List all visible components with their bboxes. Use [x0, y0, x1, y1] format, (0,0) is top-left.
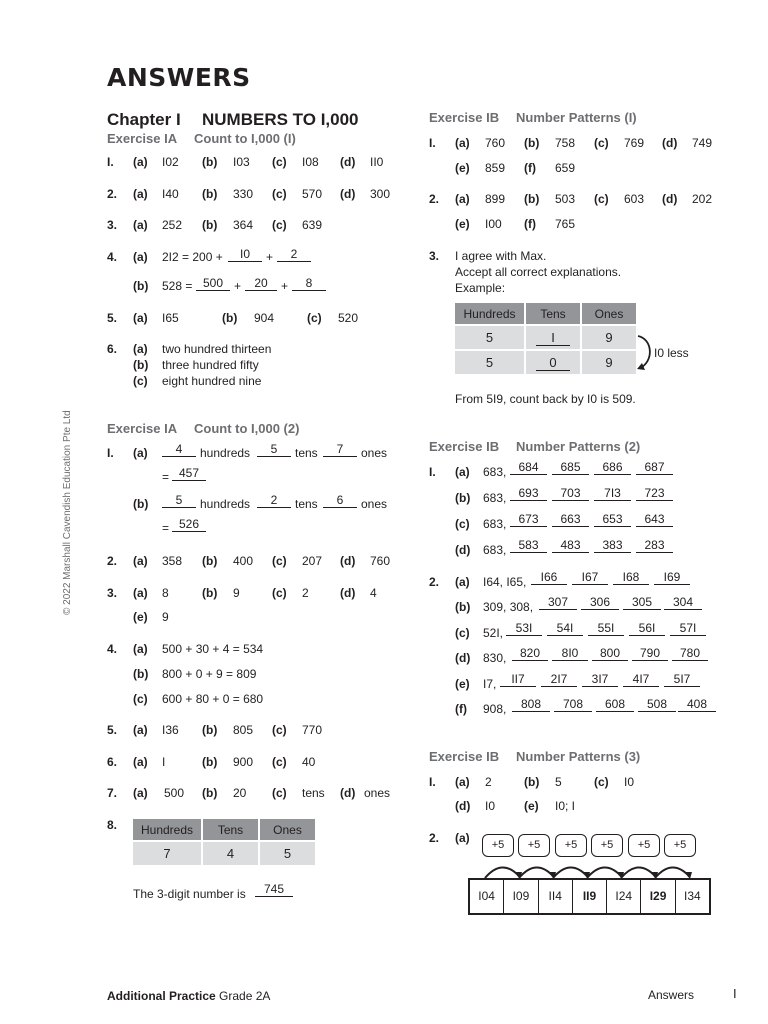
- answer: 603: [624, 192, 645, 206]
- question-number: 3.: [107, 218, 118, 232]
- table-cell: 7: [133, 842, 201, 865]
- part-letter: (c): [272, 187, 287, 201]
- step-box: +5: [664, 834, 696, 857]
- answer-blank: 608: [596, 698, 634, 712]
- part-letter: (d): [340, 554, 356, 568]
- answer: 9: [162, 610, 169, 624]
- answer-blank: 3I7: [582, 673, 618, 687]
- answer: 2: [302, 586, 309, 600]
- number-cell: I29: [641, 880, 675, 913]
- table-cell: [526, 326, 580, 349]
- answer-blank: 4: [162, 443, 196, 457]
- exercise-title: Count to I,000 (2): [194, 421, 300, 436]
- explanation-line: Accept all correct explanations.: [455, 265, 622, 279]
- table-header: Tens: [526, 303, 580, 324]
- table-cell: [526, 351, 580, 374]
- part-letter: (c): [272, 723, 287, 737]
- word-ones: ones: [361, 446, 388, 460]
- answer-blank: 54I: [547, 622, 583, 636]
- part-letter: (a): [455, 192, 470, 206]
- step-box: +5: [628, 834, 660, 857]
- answer: I0: [485, 799, 496, 813]
- answer: 207: [302, 554, 323, 568]
- answer-blank: 283: [636, 539, 673, 553]
- sequence-start: 683,: [483, 491, 507, 505]
- answer: 765: [555, 217, 576, 231]
- chapter-label: Chapter I: [107, 110, 181, 129]
- answer-blank: 2: [257, 494, 291, 508]
- part-letter: (e): [455, 677, 470, 691]
- table-cell: 9: [582, 351, 636, 374]
- question-number: 2.: [107, 554, 118, 568]
- table-header: Tens: [203, 819, 258, 840]
- answer-blank: I67: [572, 571, 608, 585]
- answer: 758: [555, 136, 576, 150]
- footer-brand: Additional Practice: [107, 989, 216, 1003]
- question-number: I.: [107, 446, 114, 460]
- answer: 760: [370, 554, 391, 568]
- part-letter: (a): [133, 786, 148, 800]
- answer: 400: [233, 554, 254, 568]
- part-letter: (b): [455, 600, 471, 614]
- number-cell: I24: [607, 880, 641, 913]
- answer-blank: I69: [654, 571, 690, 585]
- answer: II0: [370, 155, 384, 169]
- answer: 570: [302, 187, 323, 201]
- word-ones: ones: [361, 497, 388, 511]
- part-letter: (d): [340, 155, 356, 169]
- explanation-line: Example:: [455, 281, 506, 295]
- part-letter: (c): [594, 192, 609, 206]
- answer-blank: 800: [592, 647, 628, 661]
- answer: 805: [233, 723, 254, 737]
- answer-blank: 780: [672, 647, 708, 661]
- part-letter: (b): [202, 218, 218, 232]
- part-letter: (a): [455, 465, 470, 479]
- question-number: 5.: [107, 311, 118, 325]
- part-letter: (a): [133, 554, 148, 568]
- answer: 300: [370, 187, 391, 201]
- number-line: [468, 878, 711, 915]
- part-letter: (a): [133, 642, 148, 656]
- answer: 770: [302, 723, 323, 737]
- answer-blank: 0: [536, 356, 570, 371]
- exercise-label: Exercise IA: [107, 131, 178, 146]
- equals-sign: =: [162, 470, 170, 484]
- answer-blank: 5: [257, 443, 291, 457]
- part-letter: (a): [133, 755, 148, 769]
- part-letter: (a): [133, 586, 148, 600]
- footer-section: Answers: [648, 988, 695, 1002]
- answer-blank: II7: [500, 673, 536, 687]
- table-cell: 5: [455, 326, 524, 349]
- part-letter: (c): [272, 755, 287, 769]
- number-cell: II9: [573, 880, 607, 913]
- part-letter: (d): [455, 651, 471, 665]
- part-letter: (a): [133, 446, 148, 460]
- answer-blank: 7I3: [594, 487, 631, 501]
- part-letter: (a): [133, 187, 148, 201]
- part-letter: (a): [455, 775, 470, 789]
- question-number: 2.: [429, 575, 440, 589]
- answer-blank: I66: [531, 571, 567, 585]
- part-letter: (c): [272, 586, 287, 600]
- answer: 899: [485, 192, 506, 206]
- part-letter: (c): [133, 692, 148, 706]
- answer: I0: [624, 775, 635, 789]
- part-letter: (e): [524, 799, 539, 813]
- sequence-start: 908,: [483, 702, 507, 716]
- answer: 859: [485, 161, 506, 175]
- part-letter: (b): [202, 586, 218, 600]
- question-number: 3.: [429, 249, 440, 263]
- exercise-title: Number Patterns (I): [516, 110, 637, 125]
- part-letter: (b): [202, 187, 218, 201]
- answer-blank: 307: [539, 596, 577, 610]
- answer-blank: 6: [323, 494, 357, 508]
- step-box: +5: [518, 834, 550, 857]
- question-number: 4.: [107, 250, 118, 264]
- part-letter: (c): [307, 311, 322, 325]
- table-header: Ones: [260, 819, 315, 840]
- answer: 500: [164, 786, 185, 800]
- answer: 769: [624, 136, 645, 150]
- answer: 659: [555, 161, 576, 175]
- answer-blank: 673: [510, 513, 547, 527]
- exercise-label: Exercise IA: [107, 421, 178, 436]
- part-letter: (d): [662, 136, 678, 150]
- answer-blank: 684: [510, 461, 547, 475]
- step-box: +5: [555, 834, 587, 857]
- part-letter: (b): [133, 667, 149, 681]
- answer: two hundred thirteen: [162, 342, 272, 356]
- sequence-start: I7,: [483, 677, 497, 691]
- step-box: +5: [482, 834, 514, 857]
- question-number: 7.: [107, 786, 118, 800]
- answer: 904: [254, 311, 275, 325]
- part-letter: (d): [340, 586, 356, 600]
- part-letter: (e): [455, 161, 470, 175]
- part-letter: (c): [455, 626, 470, 640]
- sequence-start: 683,: [483, 517, 507, 531]
- chapter-title: NUMBERS TO I,000: [202, 110, 359, 129]
- answer: I02: [162, 155, 179, 169]
- equation-text: 2I2 = 200 +: [162, 250, 223, 264]
- part-letter: (b): [133, 497, 149, 511]
- answer-blank: 53I: [506, 622, 542, 636]
- part-letter: (d): [340, 187, 356, 201]
- answer-blank: 383: [594, 539, 631, 553]
- part-letter: (c): [272, 218, 287, 232]
- part-letter: (b): [202, 755, 218, 769]
- word-tens: tens: [295, 446, 318, 460]
- answer: 4: [370, 586, 377, 600]
- part-letter: (e): [455, 217, 470, 231]
- answer-blank: 2I7: [541, 673, 577, 687]
- answer: 2: [485, 775, 492, 789]
- step-box: +5: [591, 834, 623, 857]
- question-number: 2.: [429, 192, 440, 206]
- part-letter: (c): [594, 136, 609, 150]
- sequence-start: 309, 308,: [483, 600, 534, 614]
- answer-blank: 693: [510, 487, 547, 501]
- part-letter: (a): [133, 311, 148, 325]
- part-letter: (b): [133, 358, 149, 372]
- sequence-start: 683,: [483, 465, 507, 479]
- answer-blank: I: [536, 331, 570, 346]
- question-number: 6.: [107, 342, 118, 356]
- part-letter: (c): [133, 374, 148, 388]
- answer-blank: 8: [292, 277, 326, 291]
- answer-blank: 408: [678, 698, 716, 712]
- exercise-title: Count to I,000 (I): [194, 131, 296, 146]
- question-number: 3.: [107, 586, 118, 600]
- question-number: I.: [429, 136, 436, 150]
- answer: 600 + 80 + 0 = 680: [162, 692, 264, 706]
- sequence-start: 52I,: [483, 626, 504, 640]
- footer-grade: Grade 2A: [215, 989, 271, 1003]
- number-cell: II4: [539, 880, 573, 913]
- answer: 358: [162, 554, 183, 568]
- part-letter: (b): [202, 786, 218, 800]
- table-header: Hundreds: [455, 303, 524, 324]
- part-letter: (d): [340, 786, 356, 800]
- part-letter: (c): [272, 155, 287, 169]
- answer-blank: 685: [552, 461, 589, 475]
- plus-sign: +: [266, 250, 274, 264]
- answer-blank: 304: [664, 596, 702, 610]
- part-letter: (a): [133, 218, 148, 232]
- part-letter: (c): [272, 554, 287, 568]
- answer: 330: [233, 187, 254, 201]
- answer: I0; I: [555, 799, 576, 813]
- question-number: 2.: [107, 187, 118, 201]
- less-label: I0 less: [654, 346, 689, 360]
- footer-book: [107, 989, 270, 1003]
- part-letter: (c): [594, 775, 609, 789]
- part-letter: (b): [524, 192, 540, 206]
- hop-arrows-icon: [468, 856, 711, 880]
- question-number: 4.: [107, 642, 118, 656]
- answer-blank: 20: [245, 277, 277, 291]
- part-letter: (d): [455, 799, 471, 813]
- part-letter: (b): [455, 491, 471, 505]
- answer: I00: [485, 217, 502, 231]
- answer: 503: [555, 192, 576, 206]
- answer: 252: [162, 218, 183, 232]
- answer: 749: [692, 136, 713, 150]
- sequence-start: I64, I65,: [483, 575, 527, 589]
- answer: eight hundred nine: [162, 374, 262, 388]
- answer-blank: 2: [277, 248, 311, 262]
- answer-blank: 55I: [588, 622, 624, 636]
- answer: 40: [302, 755, 316, 769]
- question-number: I.: [429, 775, 436, 789]
- answer-blank: 687: [636, 461, 673, 475]
- answer-blank: 653: [594, 513, 631, 527]
- answer-blank: 663: [552, 513, 589, 527]
- plus-sign: +: [281, 279, 289, 293]
- answer-blank: 686: [594, 461, 631, 475]
- answer-blank: 56I: [629, 622, 665, 636]
- table-header: Ones: [582, 303, 636, 324]
- answer: I03: [233, 155, 250, 169]
- part-letter: (b): [222, 311, 238, 325]
- place-value-table: [453, 301, 638, 376]
- answer-blank: 457: [172, 467, 206, 481]
- part-letter: (b): [202, 723, 218, 737]
- answer-blank: 57I: [670, 622, 706, 636]
- number-cell: I09: [504, 880, 538, 913]
- answer-blank: 820: [512, 647, 548, 661]
- answer: 20: [233, 786, 247, 800]
- answer-blank: I0: [228, 248, 262, 262]
- table-cell: 5: [455, 351, 524, 374]
- answer-blank: 306: [581, 596, 619, 610]
- part-letter: (a): [133, 155, 148, 169]
- answer: 364: [233, 218, 254, 232]
- answer-blank: 4I7: [623, 673, 659, 687]
- answer: ones: [364, 786, 391, 800]
- copyright-text: © 2022 Marshall Cavendish Education Pte Ltd: [62, 410, 73, 615]
- number-cell: I34: [683, 889, 701, 903]
- part-letter: (a): [133, 723, 148, 737]
- part-letter: (a): [455, 575, 470, 589]
- answer-blank: 508: [638, 698, 676, 712]
- answer-blank: 808: [512, 698, 550, 712]
- answer: three hundred fifty: [162, 358, 259, 372]
- table-cell: 4: [203, 842, 258, 865]
- answer: I65: [162, 311, 179, 325]
- equals-sign: =: [162, 521, 170, 535]
- answer-blank: 526: [172, 518, 206, 532]
- exercise-label: Exercise IB: [429, 110, 500, 125]
- answer-blank: 483: [552, 539, 589, 553]
- part-letter: (b): [524, 136, 540, 150]
- question-number: I.: [107, 155, 114, 169]
- answer: 760: [485, 136, 506, 150]
- answer: 800 + 0 + 9 = 809: [162, 667, 257, 681]
- exercise-label: Exercise IB: [429, 749, 500, 764]
- part-letter: (b): [133, 279, 149, 293]
- table-cell: 9: [582, 326, 636, 349]
- answer: I: [162, 755, 166, 769]
- answer: 5: [555, 775, 562, 789]
- part-letter: (a): [133, 250, 148, 264]
- answer-blank: 790: [632, 647, 668, 661]
- page-number: I: [733, 986, 737, 1001]
- answer-blank: 305: [623, 596, 661, 610]
- answer-blank: 8I0: [552, 647, 588, 661]
- answer: 9: [233, 586, 240, 600]
- word-hundreds: hundreds: [200, 497, 251, 511]
- statement-text: The 3-digit number is: [133, 887, 246, 901]
- answer: 639: [302, 218, 323, 232]
- answer-blank: 723: [636, 487, 673, 501]
- part-letter: (b): [202, 554, 218, 568]
- sequence-start: 683,: [483, 543, 507, 557]
- explanation-line: I agree with Max.: [455, 249, 547, 263]
- answer-blank: 500: [196, 277, 230, 291]
- equation-text: 528 =: [162, 279, 193, 293]
- part-letter: (f): [524, 217, 536, 231]
- answer-blank: I68: [613, 571, 649, 585]
- part-letter: (f): [455, 702, 467, 716]
- exercise-label: Exercise IB: [429, 439, 500, 454]
- answer-blank: 745: [255, 883, 293, 897]
- answer: I36: [162, 723, 179, 737]
- answer: tens: [302, 786, 325, 800]
- answer-blank: 708: [554, 698, 592, 712]
- part-letter: (d): [455, 543, 471, 557]
- answer-blank: 5I7: [664, 673, 700, 687]
- number-cell: I04: [470, 880, 504, 913]
- answer: I08: [302, 155, 319, 169]
- exercise-title: Number Patterns (2): [516, 439, 641, 454]
- part-letter: (a): [455, 831, 470, 845]
- question-number: 2.: [429, 831, 440, 845]
- answer: 520: [338, 311, 359, 325]
- question-number: 5.: [107, 723, 118, 737]
- part-letter: (b): [202, 155, 218, 169]
- answer-blank: 7: [323, 443, 357, 457]
- answer: 500 + 30 + 4 = 534: [162, 642, 264, 656]
- part-letter: (a): [455, 136, 470, 150]
- part-letter: (c): [455, 517, 470, 531]
- answer-blank: 703: [552, 487, 589, 501]
- part-letter: (f): [524, 161, 536, 175]
- plus-sign: +: [234, 279, 242, 293]
- part-letter: (a): [133, 342, 148, 356]
- answer: 900: [233, 755, 254, 769]
- exercise-title: Number Patterns (3): [516, 749, 641, 764]
- place-value-table: [131, 817, 317, 867]
- table-header: Hundreds: [133, 819, 201, 840]
- answer: 8: [162, 586, 169, 600]
- answer-blank: 643: [636, 513, 673, 527]
- answer: I40: [162, 187, 179, 201]
- part-letter: (e): [133, 610, 148, 624]
- sequence-start: 830,: [483, 651, 507, 665]
- page-title: ANSWERS: [107, 63, 251, 92]
- answer-blank: 583: [510, 539, 547, 553]
- answer-blank: 5: [162, 494, 196, 508]
- word-tens: tens: [295, 497, 318, 511]
- table-cell: 5: [260, 842, 315, 865]
- question-number: 6.: [107, 755, 118, 769]
- question-number: 8.: [107, 818, 118, 832]
- question-number: I.: [429, 465, 436, 479]
- answer: 202: [692, 192, 713, 206]
- part-letter: (c): [272, 786, 287, 800]
- part-letter: (b): [524, 775, 540, 789]
- explanation-line: From 5I9, count back by I0 is 509.: [455, 392, 636, 406]
- part-letter: (d): [662, 192, 678, 206]
- word-hundreds: hundreds: [200, 446, 251, 460]
